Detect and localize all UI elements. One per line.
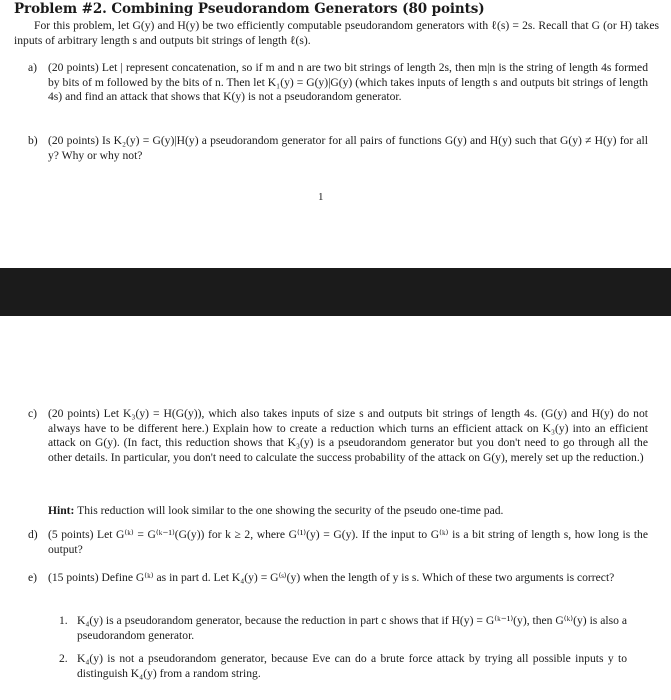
hint (48, 503, 648, 518)
part-c-text: (20 points) Let K₃(y) = H(G(y)), which also takes inputs of size s and outputs bit strings of length 4s. (G(y) and H(y) do not always have to be different here.) Explain how to create a reduction which turns an efficient attack on K₃(y) into an efficient attack on G(y). (In fact, this reduction shows that K₃(y) is a pseudorandom generator but you don't need to go through all the other details. In particular, you don't need to calculate the success probability of the attack on G(y), merely set up the reduction.) (48, 407, 648, 465)
problem-title: Problem #2. Combining Pseudorandom Generators (80 points) (14, 1, 485, 17)
part-e-text: (15 points) Define G⁽ᵏ⁾ as in part d. Let K₄(y) = G⁽ˢ⁾(y) when the length of y is s. Which of these two arguments is correct? (48, 571, 615, 584)
part-c (28, 407, 648, 466)
part-e-option-2 (59, 652, 627, 681)
page-break-bar (0, 268, 671, 316)
part-c-label: c) (28, 407, 38, 420)
part-b-label: b) (28, 134, 38, 147)
option-2-text: K₄(y) is not a pseudorandom generator, because Eve can do a brute force attack by trying all possible inputs y to distinguish K₄(y) from a random string. (77, 652, 627, 680)
part-a (28, 61, 648, 105)
document-page-top (0, 0, 671, 268)
part-d (28, 528, 648, 557)
option-2-label: 2. (59, 652, 68, 665)
part-b-text: (20 points) Is K₂(y) = G(y)|H(y) a pseudorandom generator for all pairs of functions G(y) and H(y) such that G(y) ≠ H(y) for all y? Why or why not? (48, 134, 648, 162)
option-1-label: 1. (59, 614, 68, 627)
part-e-label: e) (28, 571, 38, 584)
part-a-label: a) (28, 61, 38, 74)
page-number: 1 (318, 191, 324, 203)
hint-label: Hint: (48, 504, 75, 517)
problem-intro: For this problem, let G(y) and H(y) be two efficiently computable pseudorandom generators with ℓ(s) = 2s. Recall that G (or H) takes inputs of arbitrary length s and outputs bit strings of length ℓ(s). (14, 19, 659, 47)
part-d-label: d) (28, 528, 38, 541)
part-e-option-1 (59, 614, 627, 643)
part-a-text: (20 points) Let | represent concatenation, so if m and n are two bit strings of length 2s, then m|n is the string of length 4s formed by bits of m followed by the bits of n. Then let K₁(y) = G(y)|G(y) (which takes inputs of length s and outputs bit strings of length 4s) and find an attack that shows that K(y) is not a pseudorandom generator. (48, 61, 648, 104)
document-page-bottom (0, 316, 671, 700)
option-1-text: K₄(y) is a pseudorandom generator, because the reduction in part c shows that if H(y) = G⁽ᵏ⁻¹⁾(y), then G⁽ᵏ⁾(y) is also a pseudorandom generator. (77, 614, 627, 642)
part-e (28, 571, 648, 586)
part-b (28, 134, 648, 163)
part-d-text: (5 points) Let G⁽ᵏ⁾ = G⁽ᵏ⁻¹⁾(G(y)) for k ≥ 2, where G⁽¹⁾(y) = G(y). If the input to G⁽ᵏ⁾ is a bit string of length s, how long is the output? (48, 528, 648, 556)
hint-text: This reduction will look similar to the one showing the security of the pseudo one-time pad. (77, 504, 504, 517)
